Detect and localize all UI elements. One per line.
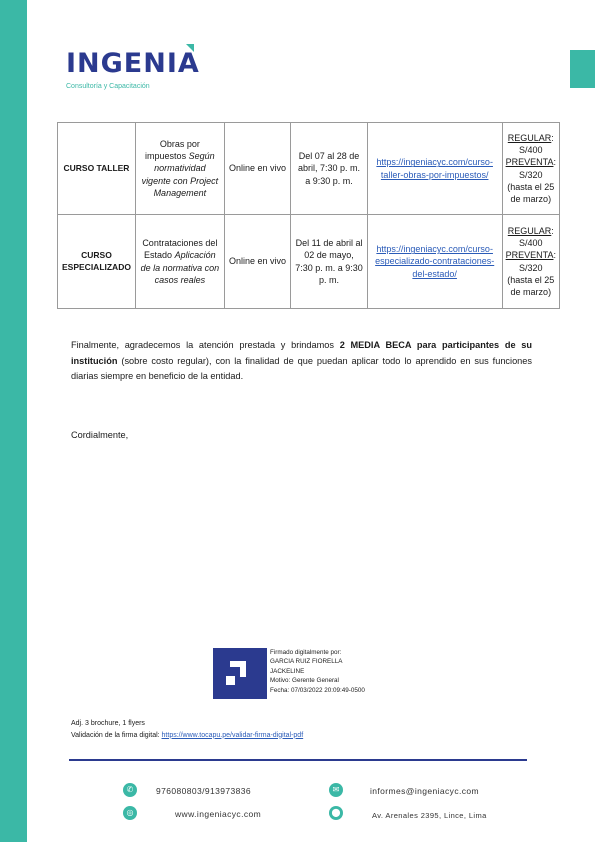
course-type: CURSO ESPECIALIZADO (58, 215, 136, 309)
logo-wordmark: INGENIA (66, 48, 200, 79)
course-name: Contrataciones del Estado Aplicación de la normativa con casos reales (135, 215, 224, 309)
course-dates: Del 07 al 28 de abril, 7:30 p. m. a 9:30 p. m. (291, 123, 367, 215)
footer-divider (69, 759, 527, 761)
seal-bracket-icon (230, 661, 246, 677)
footer-email[interactable]: informes@ingeniacyc.com (370, 786, 480, 796)
courses-table (57, 122, 560, 309)
course-link-cell (367, 123, 502, 215)
course-mode: Online en vivo (224, 215, 291, 309)
right-accent-tab (570, 50, 595, 88)
location-icon: ⬤ (329, 806, 343, 820)
table-row (58, 215, 560, 309)
seal-square-icon (226, 676, 235, 685)
digital-signature-text: Firmado digitalmente por: GARCIA RUIZ FIORELLA JACKELINE Motivo: Gerente General Fecha: 07/03/2022 20:09:49-0500 (270, 649, 365, 694)
course-name: Obras por impuestos Según normatividad vigente con Project Management (135, 123, 224, 215)
body-paragraph: Finalmente, agradecemos la atención prestada y brindamos 2 MEDIA BECA para participantes de su institución (sobre costo regular), con la finalidad de que puedan aplicar todo lo aprendido en sus funciones diarias siempre en beneficio de la entidad. (71, 340, 532, 382)
course-link[interactable]: https://ingeniacyc.com/curso-taller-obras-por-impuestos/ (376, 157, 493, 180)
footer-phone: 976080803/913973836 (156, 786, 252, 796)
course-link[interactable]: https://ingeniacyc.com/curso-especializado-contrataciones-del-estado/ (375, 244, 495, 279)
logo-tagline: Consultoría y Capacitación (66, 83, 150, 90)
attachments-note: Adj. 3 brochure, 1 flyers Validación de la firma digital: https://www.tocapu.pe/validar-firma-digital-pdf (71, 720, 304, 739)
course-price: REGULAR: S/400 PREVENTA: S/320 (hasta el 25 de marzo) (502, 215, 559, 309)
left-accent-bar (0, 0, 27, 842)
course-mode: Online en vivo (224, 123, 291, 215)
phone-icon: ✆ (123, 783, 137, 797)
closing-line: Cordialmente, (71, 430, 129, 440)
validation-link[interactable]: https://www.tocapu.pe/validar-firma-digital-pdf (161, 731, 304, 739)
email-icon: ✉ (329, 783, 343, 797)
logo-accent-mark (186, 44, 194, 52)
table-row (58, 123, 560, 215)
signature-seal (213, 648, 267, 699)
brand-logo (66, 48, 200, 90)
course-type: CURSO TALLER (58, 123, 136, 215)
footer-web[interactable]: www.ingeniacyc.com (175, 809, 262, 819)
course-link-cell (367, 215, 502, 309)
course-dates: Del 11 de abril al 02 de mayo, 7:30 p. m. a 9:30 p. m. (291, 215, 367, 309)
footer-address: Av. Arenales 2395, Lince, Lima (372, 811, 487, 820)
web-icon: ◎ (123, 806, 137, 820)
course-price: REGULAR: S/400 PREVENTA: S/320 (hasta el 25 de marzo) (502, 123, 559, 215)
